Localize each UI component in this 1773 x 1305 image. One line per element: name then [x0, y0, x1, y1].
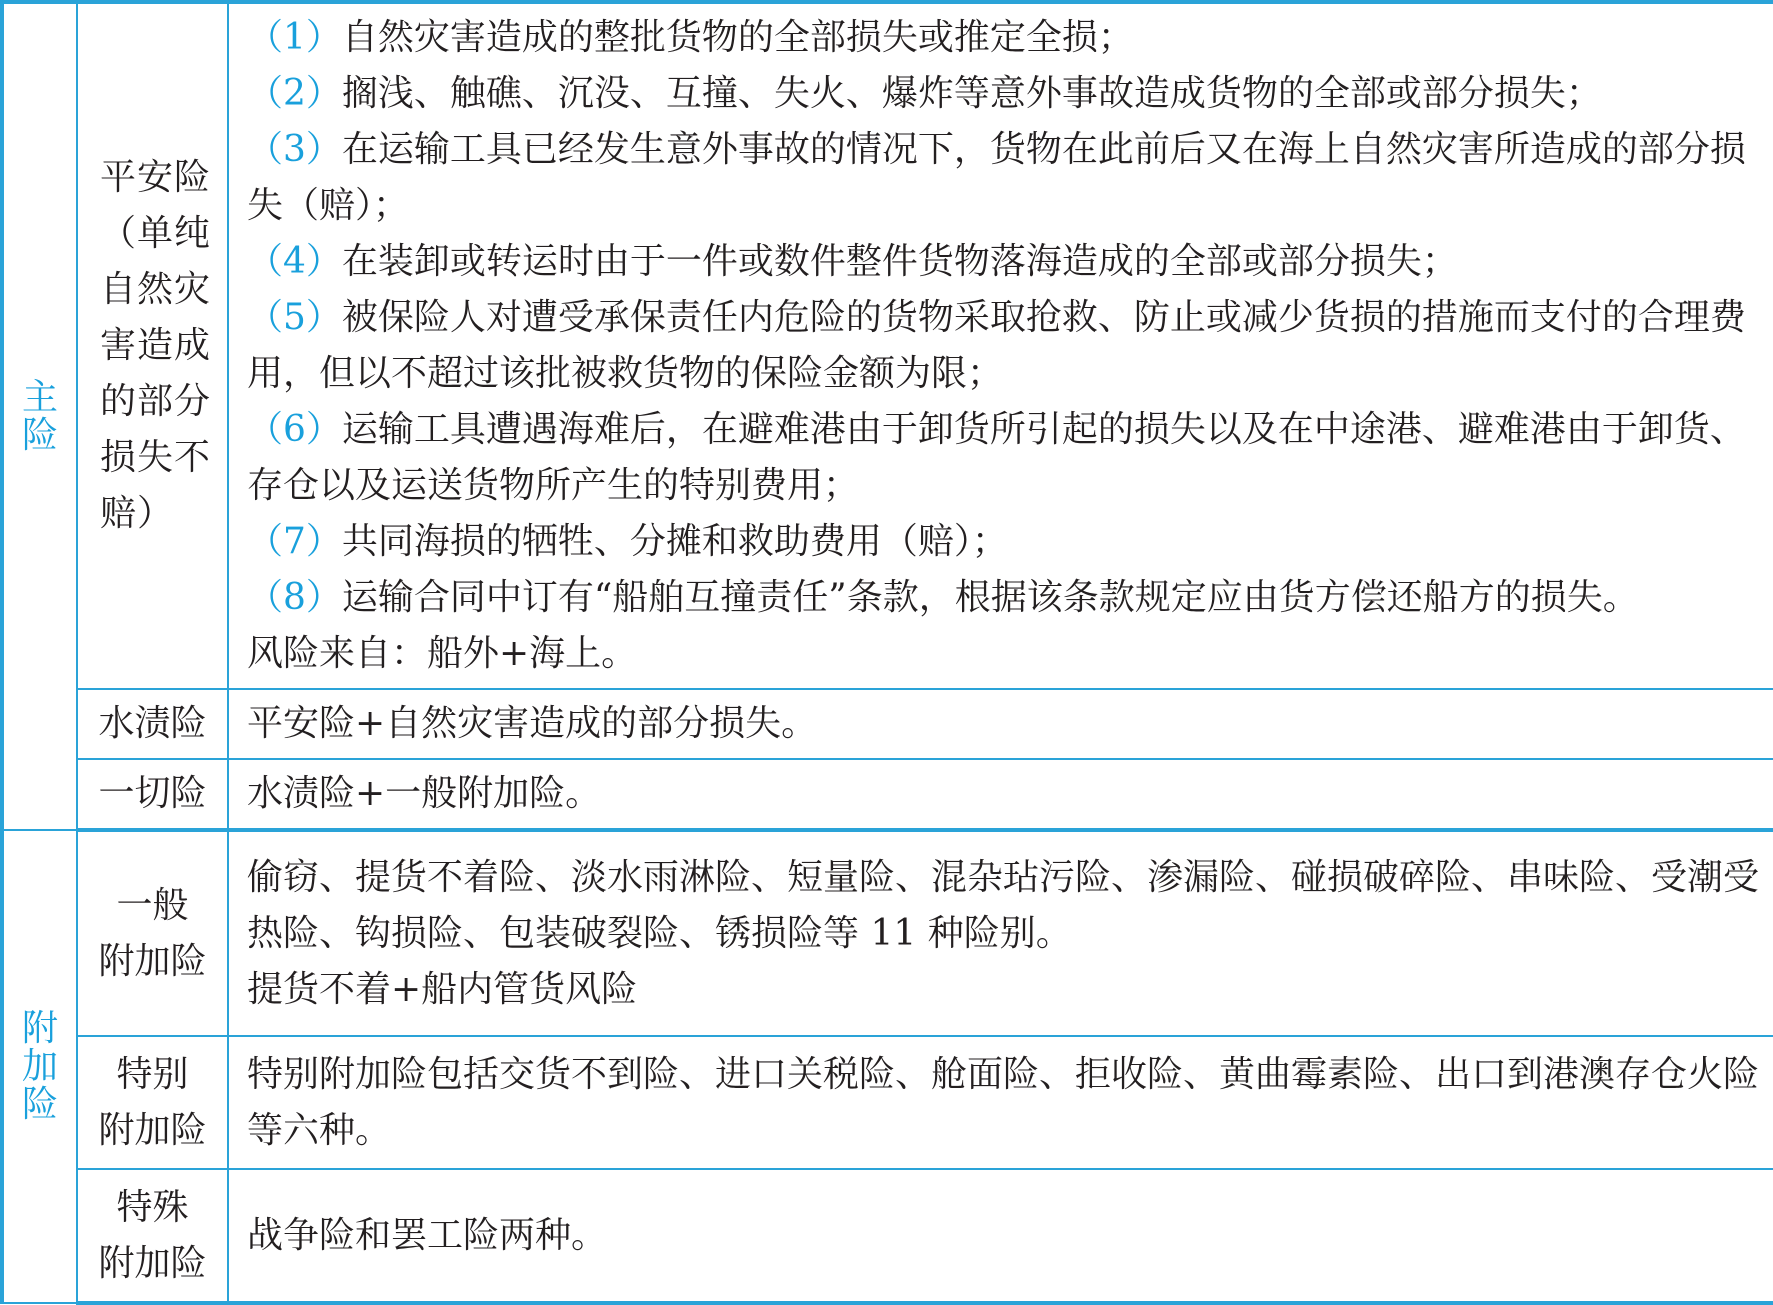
general-type-line1: 一般	[116, 884, 189, 926]
fpa-type-label: 平安险（单纯自然灾害造成的部分损失不赔）	[100, 157, 212, 534]
wpa-text: 平安险+自然灾害造成的部分损失。	[247, 703, 818, 744]
general-text: 偷窃、提货不着险、淡水雨淋险、短量险、混杂玷污险、渗漏险、碰损破碎险、串味险、受潮受热险、钩损险、包装破裂险、锈损险等 11 种险别。	[247, 856, 1760, 954]
all-risks-type-cell	[77, 759, 228, 830]
all-risks-type-label: 一切险	[98, 773, 207, 814]
fpa-item	[247, 514, 1763, 570]
row-general-additional	[2, 830, 1773, 1036]
fpa-type-cell	[77, 2, 228, 689]
group-additional-cell	[2, 830, 77, 1303]
fpa-item-num: （4）	[247, 241, 342, 282]
fpa-content-cell	[228, 2, 1773, 689]
fpa-item-text: 运输合同中订有“船舶互撞责任”条款，根据该条款规定应由货方偿还船方的损失。	[341, 577, 1639, 618]
fpa-item	[247, 402, 1763, 514]
row-fpa	[2, 2, 1773, 689]
specific-text: 战争险和罢工险两种。	[247, 1214, 608, 1256]
general-type-cell	[77, 830, 228, 1036]
fpa-item-num: （7）	[247, 521, 342, 562]
special-content-cell	[228, 1036, 1773, 1169]
fpa-item-num: （6）	[247, 409, 342, 450]
fpa-item	[247, 570, 1763, 626]
fpa-item-num: （5）	[247, 297, 342, 338]
fpa-item-text: 在运输工具已经发生意外事故的情况下，货物在此前后又在海上自然灾害所造成的部分损失（赔）；	[247, 129, 1746, 226]
wpa-type-cell	[77, 689, 228, 759]
fpa-item	[247, 10, 1763, 66]
fpa-item-text: 搁浅、触礁、沉没、互撞、失火、爆炸等意外事故造成货物的全部或部分损失；	[341, 73, 1602, 114]
special-text: 特别附加险包括交货不到险、进口关税险、舱面险、拒收险、黄曲霉素险、出口到港澳存仓火险等六种。	[247, 1053, 1760, 1151]
all-risks-text: 水渍险+一般附加险。	[247, 773, 602, 814]
row-special-additional	[2, 1036, 1773, 1169]
general-content-cell	[228, 830, 1773, 1036]
fpa-item-num: （2）	[247, 73, 342, 114]
wpa-type-label: 水渍险	[98, 703, 207, 744]
fpa-note: 风险来自：船外+海上。	[247, 633, 638, 674]
fpa-item-num: （3）	[247, 129, 342, 170]
fpa-item-num: （1）	[247, 17, 342, 58]
special-type-line2: 附加险	[98, 1109, 207, 1151]
special-type-line1: 特别	[116, 1053, 189, 1095]
fpa-item	[247, 234, 1763, 290]
group-main-cell	[2, 2, 77, 830]
fpa-item	[247, 290, 1763, 402]
specific-type-line1: 特殊	[116, 1186, 189, 1228]
special-type-cell	[77, 1036, 228, 1169]
fpa-item-text: 在装卸或转运时由于一件或数件整件货物落海造成的全部或部分损失；	[341, 241, 1458, 282]
fpa-item-text: 被保险人对遭受承保责任内危险的货物采取抢救、防止或减少货损的措施而支付的合理费用，但以不超过该批被救货物的保险金额为限；	[247, 297, 1746, 394]
fpa-item-num: （8）	[247, 577, 342, 618]
fpa-item-text: 自然灾害造成的整批货物的全部损失或推定全损；	[341, 17, 1134, 58]
row-wpa	[2, 689, 1773, 759]
general-note: 提货不着+船内管货风险	[247, 968, 638, 1010]
specific-type-line2: 附加险	[98, 1242, 207, 1284]
fpa-item	[247, 122, 1763, 234]
group-main-label: 主险	[21, 376, 58, 456]
row-all-risks	[2, 759, 1773, 830]
wpa-content-cell	[228, 689, 1773, 759]
fpa-item-text: 共同海损的牺牲、分摊和救助费用（赔）；	[341, 521, 1008, 562]
all-risks-content-cell	[228, 759, 1773, 830]
group-additional-label: 附加险	[21, 1007, 58, 1125]
general-type-line2: 附加险	[98, 940, 207, 982]
fpa-item-text: 运输工具遭遇海难后，在避难港由于卸货所引起的损失以及在中途港、避难港由于卸货、存仓以及运送货物所产生的特别费用；	[247, 409, 1746, 506]
fpa-item	[247, 66, 1763, 122]
